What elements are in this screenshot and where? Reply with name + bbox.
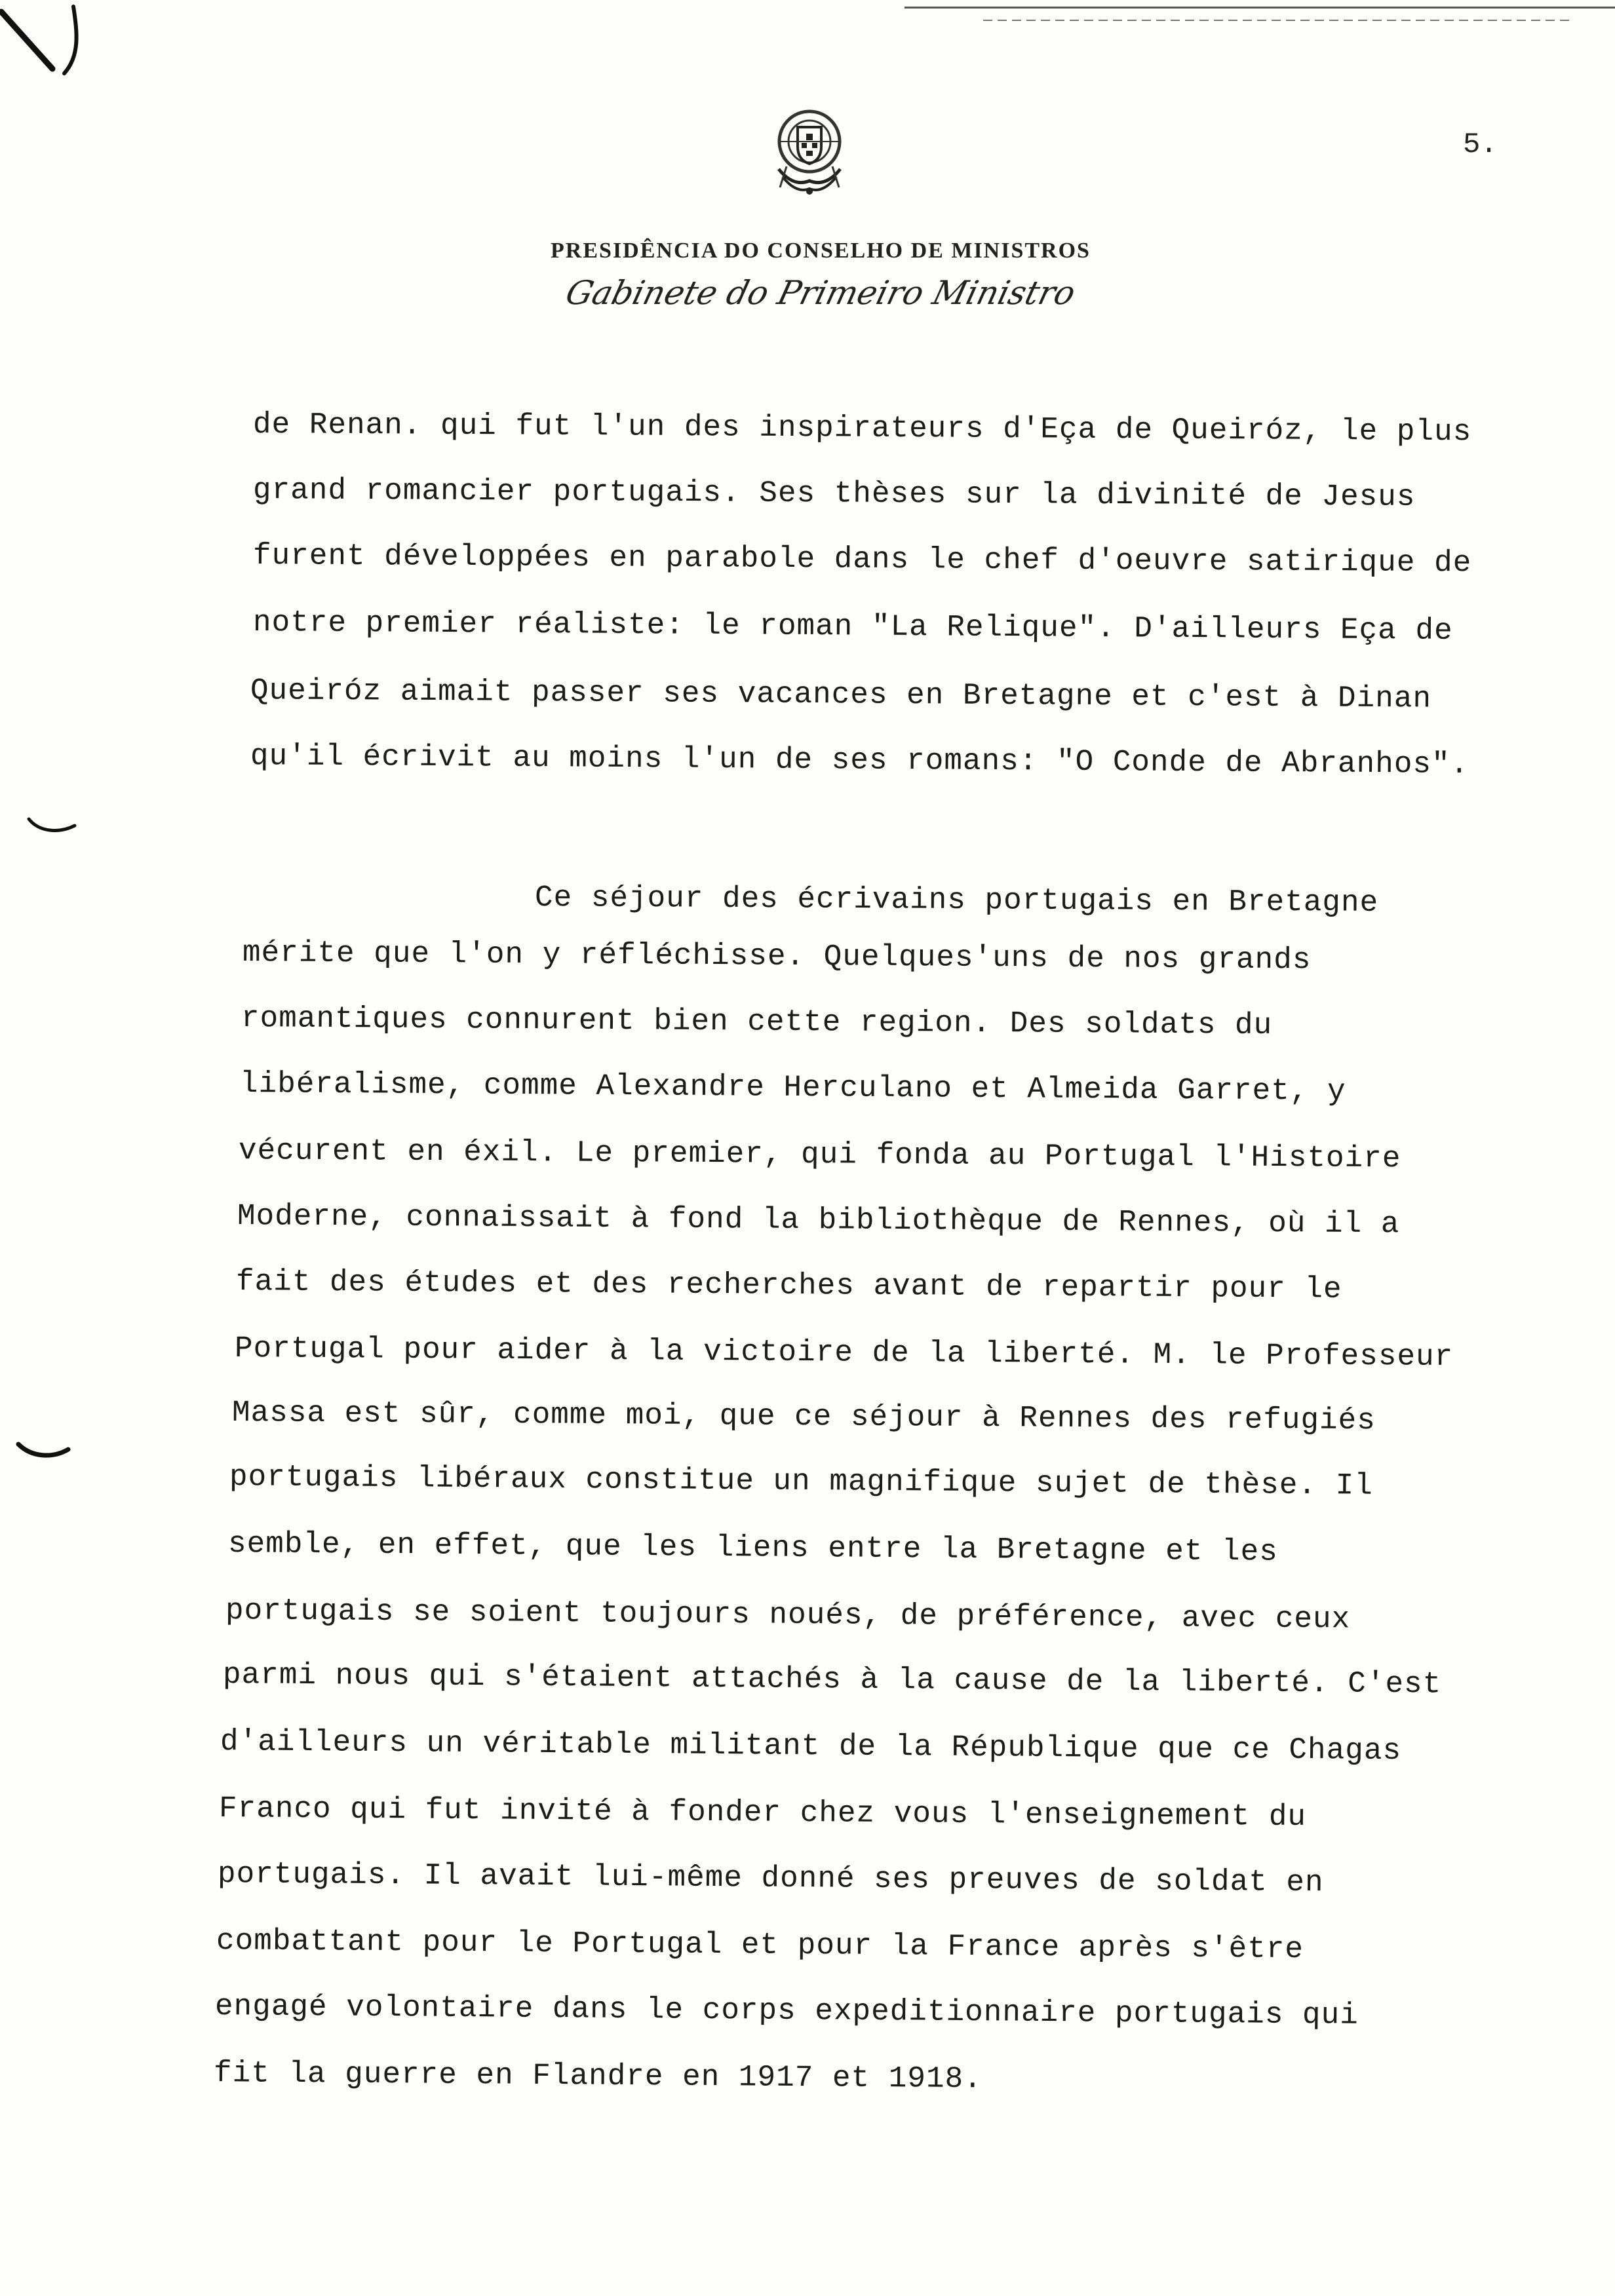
body-line: combattant pour le Portugal et pour la France après s'être bbox=[216, 1924, 1304, 1967]
body-line: furent développées en parabole dans le chef d'oeuvre satirique de bbox=[252, 539, 1472, 581]
body-line: Franco qui fut invité à fonder chez vous l'enseignement du bbox=[218, 1791, 1307, 1835]
body-line: portugais se soient toujours noués, de préférence, avec ceux bbox=[225, 1594, 1351, 1637]
body-line: grand romancier portugais. Ses thèses sur la divinité de Jesus bbox=[252, 473, 1416, 514]
body-line: parmi nous qui s'étaient attachés à la cause de la liberté. C'est bbox=[222, 1658, 1442, 1702]
body-line: qu'il écrivit au moins l'un de ses romans: "O Conde de Abranhos". bbox=[250, 739, 1469, 782]
body-line: Ce séjour des écrivains portugais en Bretagne bbox=[534, 881, 1379, 920]
body-line: Massa est sûr, comme moi, que ce séjour à Rennes des refugiés bbox=[231, 1396, 1376, 1438]
body-line: engagé volontaire dans le corps expeditionnaire portugais qui bbox=[214, 1989, 1359, 2033]
body-line: vécurent en éxil. Le premier, qui fonda au Portugal l'Histoire bbox=[238, 1134, 1401, 1176]
body-line: de Renan. qui fut l'un des inspirateurs d'Eça de Queiróz, le plus bbox=[252, 408, 1472, 450]
page-number: 5. bbox=[1463, 128, 1498, 161]
letterhead-institution: PRESIDÊNCIA DO CONSELHO DE MINISTROS bbox=[551, 239, 1091, 263]
body-line: semble, en effet, que les liens entre la Bretagne et les bbox=[227, 1527, 1279, 1569]
body-line: Portugal pour aider à la victoire de la liberté. M. le Professeur bbox=[234, 1331, 1454, 1374]
body-line: fait des études et des recherches avant de repartir pour le bbox=[235, 1265, 1342, 1307]
letterhead-office-signature: Gabinete do Primeiro Ministro bbox=[562, 274, 1080, 312]
body-line: portugais libéraux constitue un magnifique sujet de thèse. Il bbox=[229, 1460, 1374, 1503]
body-line: mérite que l'on y réfléchisse. Quelques'uns de nos grands bbox=[242, 936, 1312, 978]
body-line: d'ailleurs un véritable militant de la République que ce Chagas bbox=[220, 1725, 1402, 1769]
body-line: notre premier réaliste: le roman "La Relique". D'ailleurs Eça de bbox=[252, 605, 1453, 648]
body-line: portugais. Il avait lui-même donné ses preuves de soldat en bbox=[217, 1857, 1324, 1900]
body-line: fit la guerre en Flandre en 1917 et 1918. bbox=[213, 2056, 983, 2097]
body-line: Queiróz aimait passer ses vacances en Bretagne et c'est à Dinan bbox=[250, 674, 1432, 716]
body-line: Moderne, connaissait à fond la bibliothèque de Rennes, où il a bbox=[237, 1199, 1400, 1242]
body-line: romantiques connurent bien cette region. Des soldats du bbox=[241, 1001, 1273, 1043]
body-line: libéralisme, comme Alexandre Herculano et Almeida Garret, y bbox=[239, 1067, 1346, 1109]
